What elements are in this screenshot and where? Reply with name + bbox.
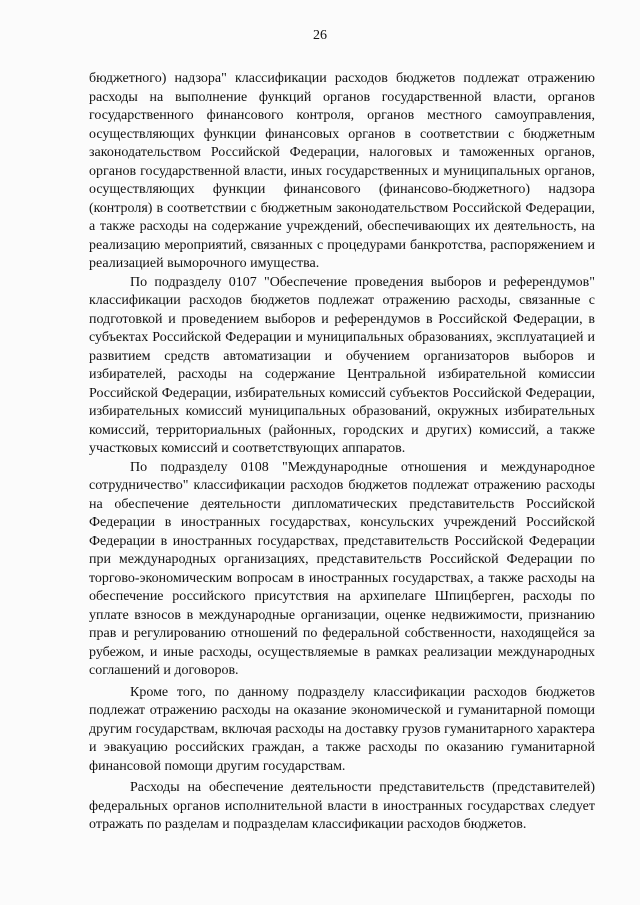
paragraph-continuation: бюджетного) надзора" классификации расходов бюджетов подлежат отражению расходы на выполнение функций органов государственной власти, органов государственного финансового контроля, органов местного самоуправления, осуществляющих функции финансовых органов в соответствии с бюджетным законодательством Российской Федерации, налоговых и таможенных органов, органов государственной власти, иных государственных и муниципальных органов, осуществляющих функции финансового (финансово-бюджетного) надзора (контроля) в соответствии с бюджетным законодательством Российской Федерации, а также расходы на содержание учреждений, обеспечивающих их деятельность, на реализацию мероприятий, связанных с процедурами банкротства, распоряжением и реализацией выморочного имущества. <box>89 71 595 271</box>
document-body <box>89 70 595 835</box>
paragraph-humanitarian-aid: Кроме того, по данному подразделу классификации расходов бюджетов подлежат отражению расходы на оказание экономической и гуманитарной помощи другим государствам, включая расходы на доставку грузов гуманитарного характера и эвакуацию российских граждан, а также расходы по оказанию гуманитарной финансовой помощи другим государствам. <box>89 684 595 774</box>
page-number: 26 <box>313 28 327 43</box>
paragraph-subsection-0107: По подразделу 0107 "Обеспечение проведения выборов и референдумов" классификации расходов бюджетов подлежат отражению расходы, связанные с подготовкой и проведением выборов и референдумов в Российской Федерации, в субъектах Российской Федерации и муниципальных образованиях, эксплуатацией и развитием средств автоматизации и обучением организаторов выборов и избирателей, расходы на содержание Центральной избирательной комиссии Российской Федерации, избирательных комиссий субъектов Российской Федерации, избирательных комиссий муниципальных образований, окружных избирательных комиссий, территориальных (районных, городских и других) комиссий, а также участковых комиссий и соответствующих аппаратов. <box>89 274 595 456</box>
paragraph-subsection-0108: По подразделу 0108 "Международные отношения и международное сотрудничество" классификации расходов бюджетов подлежат отражению расходы на обеспечение деятельности дипломатических представительств Российской Федерации в иностранных государствах, консульских учреждений Российской Федерации в иностранных государствах, представительств Российской Федерации при международных организациях, представительств Российской Федерации по торгово-экономическим вопросам в иностранных государствах, а также расходы на обеспечение российского присутствия на архипелаге Шпицберген, расходы по уплате взносов в международные организации, оценке недвижимости, признанию прав и регулированию отношений по федеральной собственности, находящейся за рубежом, и иные расходы, осуществляемые в рамках реализации международных соглашений и договоров. <box>89 459 595 678</box>
paragraph-representations: Расходы на обеспечение деятельности представительств (представителей) федеральных органов исполнительной власти в иностранных государствах следует отражать по разделам и подразделам классификации расходов бюджетов. <box>89 780 595 832</box>
